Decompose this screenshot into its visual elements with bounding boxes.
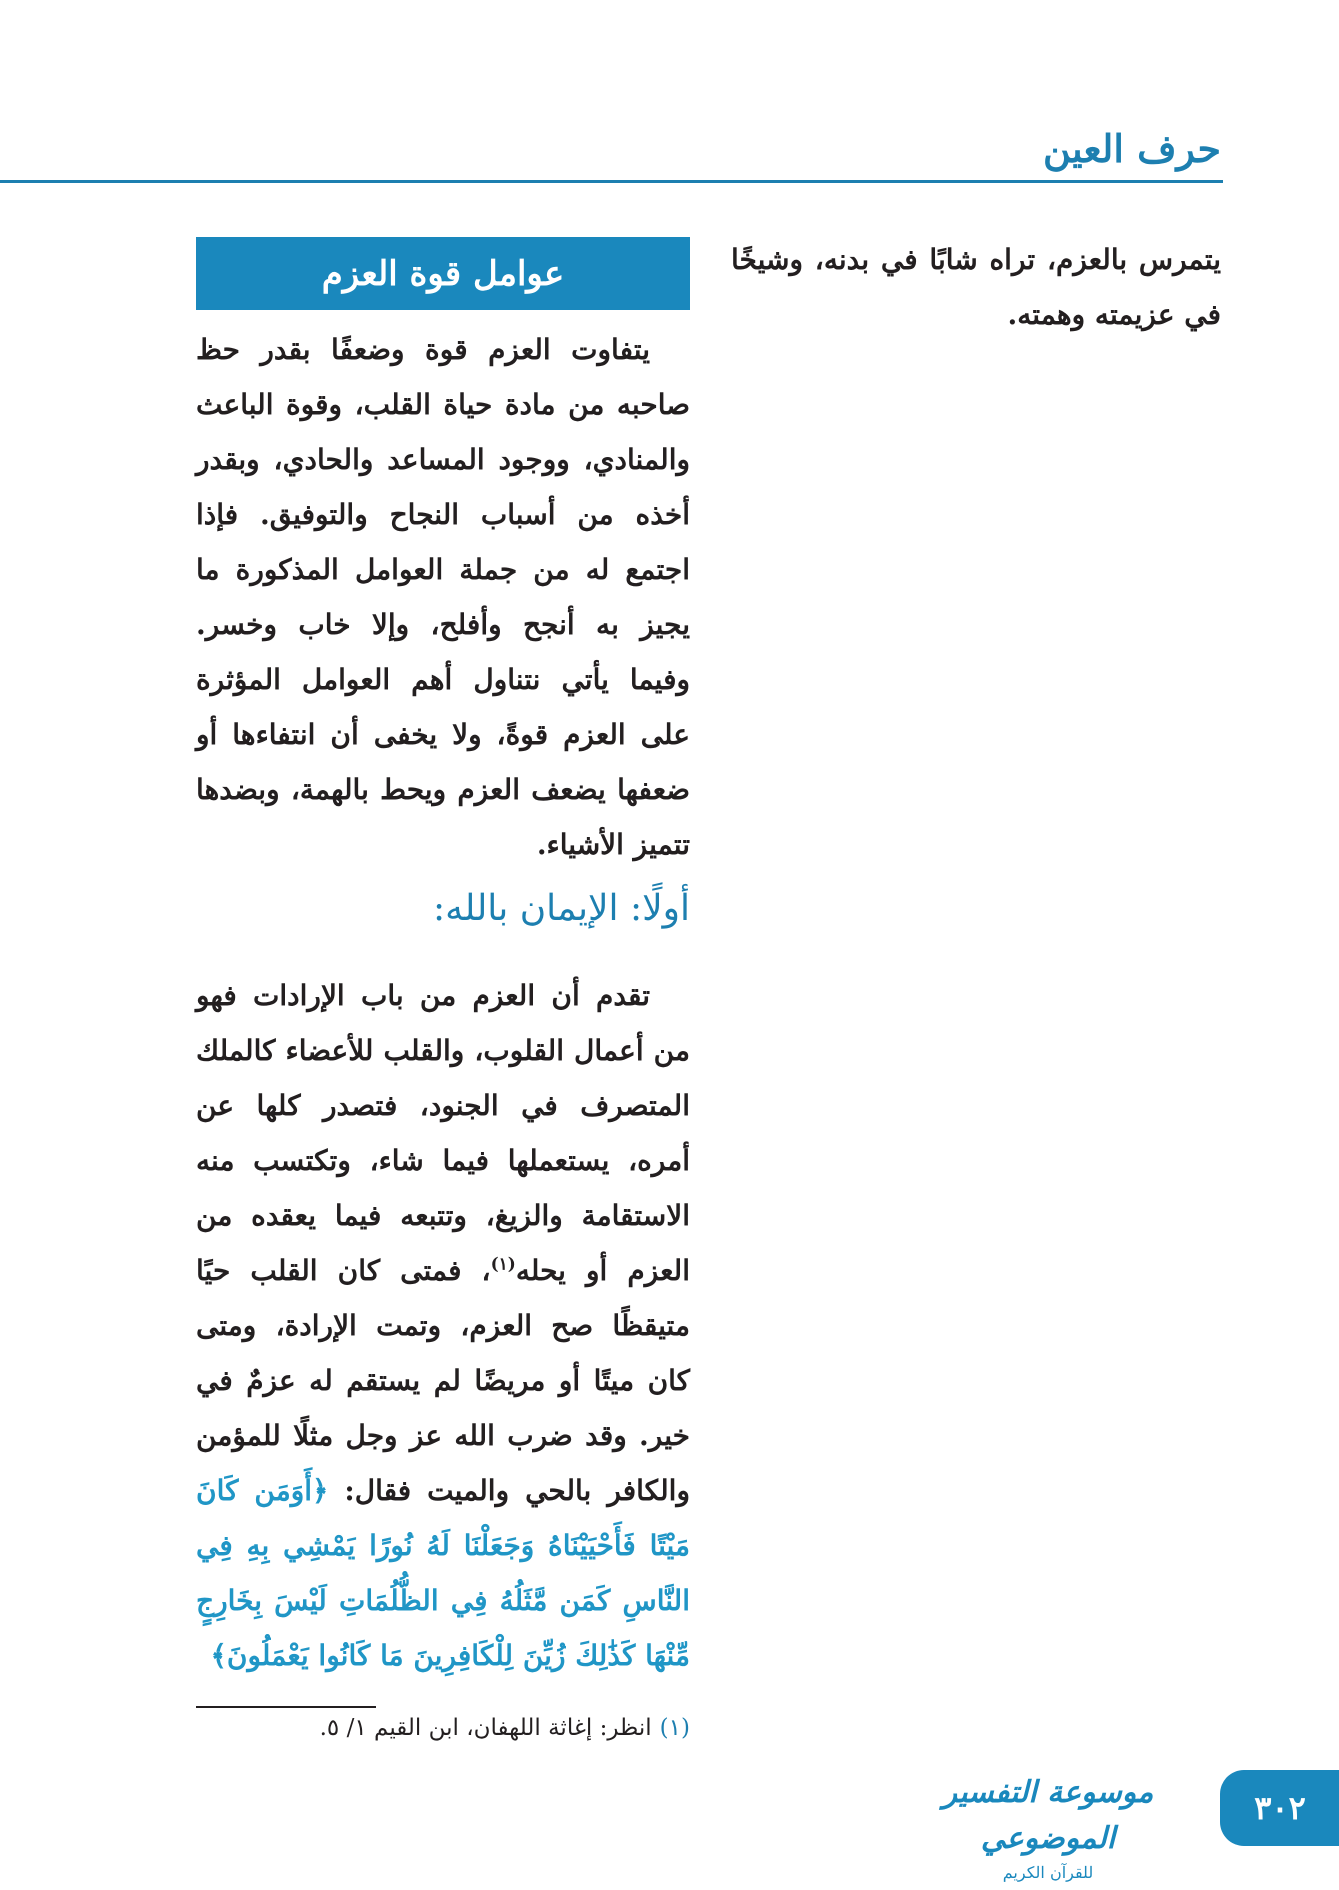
header-rule [0, 180, 1223, 183]
faith-paragraph-part1: تقدم أن العزم من باب الإرادات فهو من أعمال القلوب، والقلب للأعضاء كالملك المتصرف في الجنود، فتصدر كلها عن أمره، يستعملها فيما شاء، وتكتسب منه الاستقامة والزيغ، وتتبعه فيما يعقده من العزم أو يحله [196, 979, 690, 1287]
footnote-rule [196, 1706, 376, 1708]
encyclopedia-logo [920, 1770, 1176, 1882]
intro-paragraph: يتفاوت العزم قوة وضعفًا بقدر حظ صاحبه من مادة حياة القلب، وقوة الباعث والمنادي، ووجود المساعد والحادي، وبقدر أخذه من أسباب النجاح والتوفيق. فإذا اجتمع له من جملة العوامل المذكورة ما يجيز به أنجح وأفلح، وإلا خاب وخسر. وفيما يأتي نتناول أهم العوامل المؤثرة على العزم قوةً، ولا يخفى أن انتفاءها أو ضعفها يضعف العزم ويحط بالهمة، وبضدها تتميز الأشياء. [196, 333, 690, 861]
section-title: عوامل قوة العزم [321, 253, 565, 294]
quran-open-bracket: ﴿ [312, 1474, 329, 1507]
faith-text-block [196, 968, 690, 1683]
intro-text-block [196, 322, 690, 872]
footnote [196, 1715, 690, 1741]
quran-verse: أَوَمَن كَانَ مَيْتًا فَأَحْيَيْنَاهُ وَجَعَلْنَا لَهُ نُورًا يَمْشِي بِهِ فِي النَّاسِ كَمَن مَّثَلُهُ فِي الظُّلُمَاتِ لَيْسَ بِخَارِجٍ مِّنْهَا كَذَٰلِكَ زُيِّنَ لِلْكَافِرِينَ مَا كَانُوا يَعْمَلُونَ [196, 1474, 690, 1672]
running-header-title: حرف العين [1043, 126, 1221, 171]
logo-main-text: موسوعة التفسير الموضوعي [942, 1775, 1154, 1856]
section-title-box [196, 237, 690, 310]
footnote-text: انظر: إغاثة اللهفان، ابن القيم ١/ ٥. [319, 1715, 652, 1741]
page-number: ٣٠٢ [1254, 1789, 1306, 1827]
subheading-faith: أولًا: الإيمان بالله: [432, 888, 690, 929]
faith-paragraph [196, 968, 690, 1683]
right-column-paragraph: يتمرس بالعزم، تراه شابًا في بدنه، وشيخًا في عزيمته وهمته. [731, 243, 1221, 331]
logo-sub-text: للقرآن الكريم [1002, 1863, 1094, 1882]
footnote-number: (١) [659, 1715, 690, 1741]
footnote-reference[interactable]: (١) [490, 1254, 516, 1275]
page-number-badge [1220, 1770, 1339, 1846]
quran-close-bracket: ﴾ [210, 1639, 227, 1672]
faith-paragraph-part2: ، فمتى كان القلب حيًا متيقظًا صح العزم، وتمت الإرادة، ومتى كان ميتًا أو مريضًا لم يستقم له عزمٌ في خير. وقد ضرب الله عز وجل مثلًا للمؤمن والكافر بالحي والميت فقال: [196, 1254, 690, 1507]
right-column-text [731, 232, 1221, 342]
